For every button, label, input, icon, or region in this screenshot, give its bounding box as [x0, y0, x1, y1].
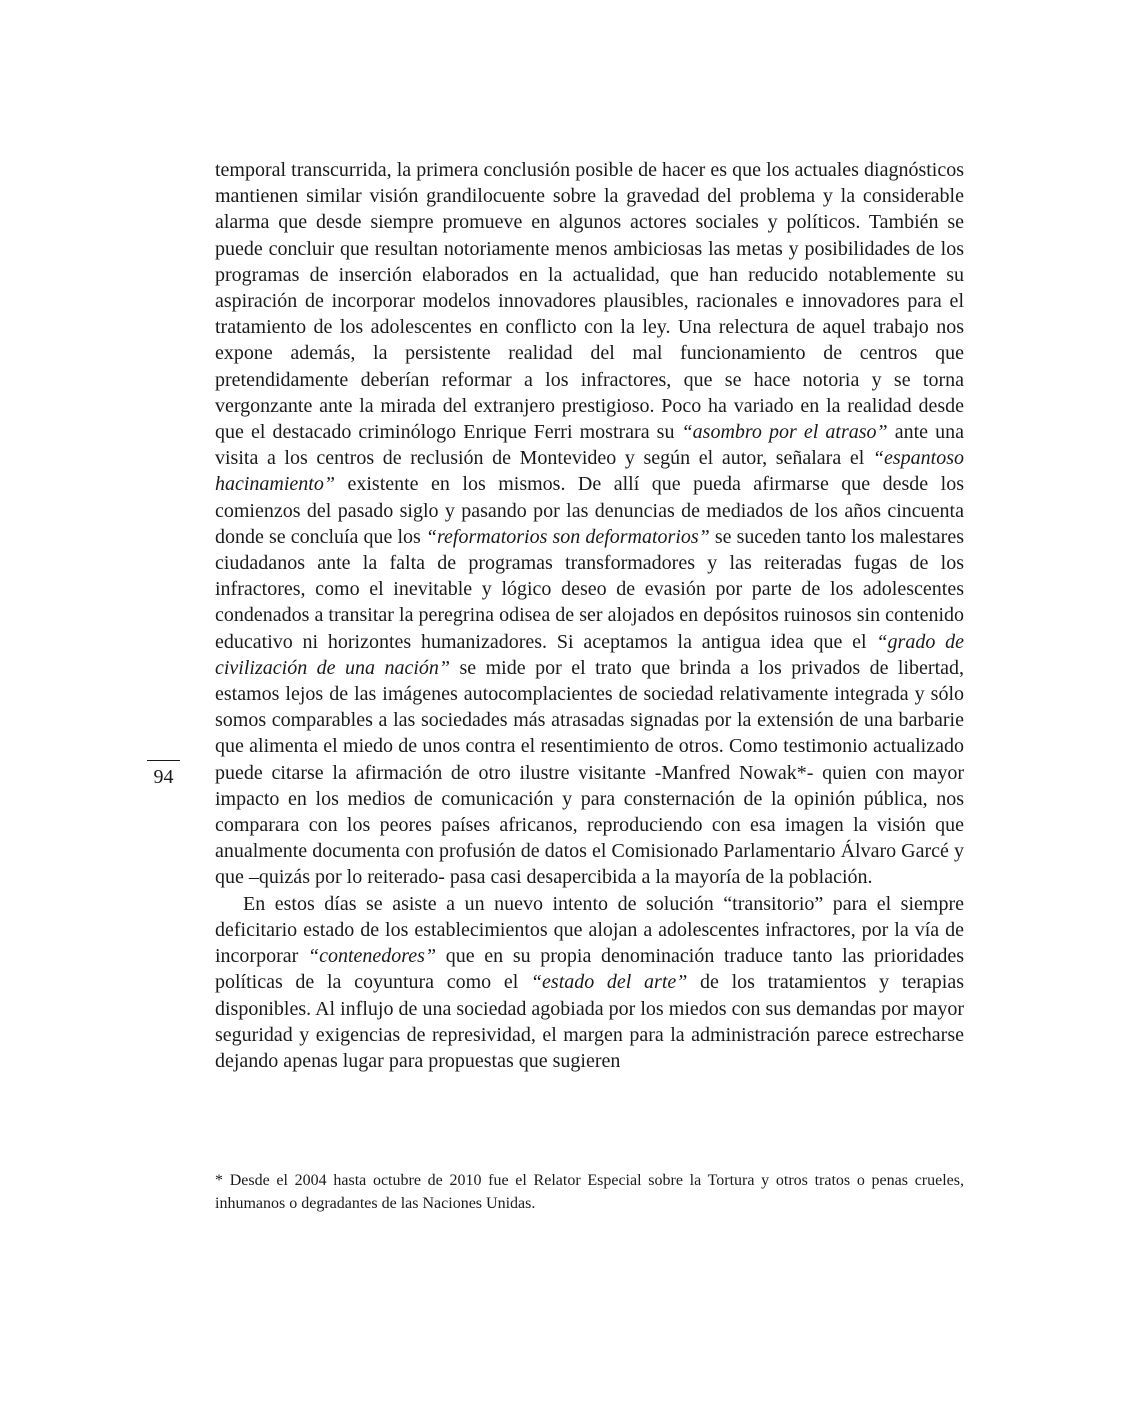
paragraph — [215, 891, 964, 1074]
text-run: de los tratamientos y terapias disponibles. Al influjo de una sociedad agobiada por los miedos con sus demandas por mayor seguridad y exigencias de represividad, el margen para la administración parece estrecharse dejando apenas lugar para propuestas que sugieren — [215, 971, 964, 1072]
text-run: En estos días se asiste a un nuevo intento de solución “transitorio” para el siempre deficitario estado de los establecimientos que alojan a adolescentes infractores, por la vía de incorporar — [215, 892, 964, 968]
text-run: se suceden tanto los malestares ciudadanos ante la falta de programas transformadores y las reiteradas fugas de los infractores, como el inevitable y lógico deseo de evasión por parte de los adolescentes condenados a transitar la peregrina odisea de ser alojados en depósitos ruinosos sin contenido educativo ni horizontes humanizadores. Si aceptamos la antigua idea que el — [215, 525, 964, 653]
italic-quote: “reformatorios son deformatorios” — [425, 525, 710, 548]
paragraph — [215, 157, 964, 891]
body-text — [215, 157, 964, 1074]
text-run: existente en los mismos. De allí que pueda afirmarse que desde los comienzos del pasado siglo y pasando por las denuncias de mediados de los años cincuenta donde se concluía que los — [215, 473, 964, 548]
text-run: se mide por el trato que brinda a los privados de libertad, estamos lejos de las imágenes autocomplacientes de sociedad relativamente integrada y sólo somos comparables a las sociedades más atrasadas signadas por la extensión de una barbarie que alimenta el miedo de unos contra el resentimiento de otros. Como testimonio actualizado puede citarse la afirmación de otro ilustre visitante -Manfred Nowak*- quien con mayor impacto en los medios de comunicación y para consternación de la opinión pública, nos comparara con los peores países africanos, reproduciendo con esa imagen la visión que anualmente documenta con profusión de datos el Comisionado Parlamentario Álvaro Garcé y que –quizás por lo reiterado- pasa casi desapercibida a la mayoría de la población. — [215, 656, 965, 889]
footnote: * Desde el 2004 hasta octubre de 2010 fue el Relator Especial sobre la Tortura y otros tratos o penas crueles, inhumanos o degradantes de las Naciones Unidas. — [215, 1172, 964, 1212]
text-run: que en su propia denominación traduce tanto las prioridades políticas de la coyuntura como el — [215, 945, 964, 994]
page-number-rule — [147, 760, 180, 761]
italic-quote: “estado del arte” — [530, 971, 688, 994]
text-run: temporal transcurrida, la primera conclusión posible de hacer es que los actuales diagnósticos mantienen similar visión grandilocuente sobre la gravedad del problema y la considerable alarma que desde siempre promueve en algunos actores sociales y políticos. También se puede concluir que resultan notoriamente menos ambiciosas las metas y posibilidades de los programas de inserción elaborados en la actualidad, que han reducido notablemente su aspiración de incorporar modelos innovadores plausibles, racionales e innovadores para el tratamiento de los adolescentes en conflicto con la ley. Una relectura de aquel trabajo nos expone además, la persistente realidad del mal funcionamiento de centros que pretendidamente deberían reformar a los infractores, que se hace notoria y se torna vergonzante ante la mirada del extranjero prestigioso. Poco ha variado en la realidad desde que el destacado criminólogo Enrique Ferri mostrara su — [215, 159, 964, 444]
italic-quote: “espantoso hacinamiento” — [215, 447, 964, 496]
italic-quote: “contenedores” — [307, 945, 437, 968]
italic-quote: “asombro por el atraso” — [681, 421, 888, 444]
italic-quote: “grado de civilización de una nación” — [215, 630, 964, 679]
text-run: ante una visita a los centros de reclusión de Montevideo y según el autor, señalara el — [215, 421, 964, 470]
page-number: 94 — [153, 766, 174, 788]
